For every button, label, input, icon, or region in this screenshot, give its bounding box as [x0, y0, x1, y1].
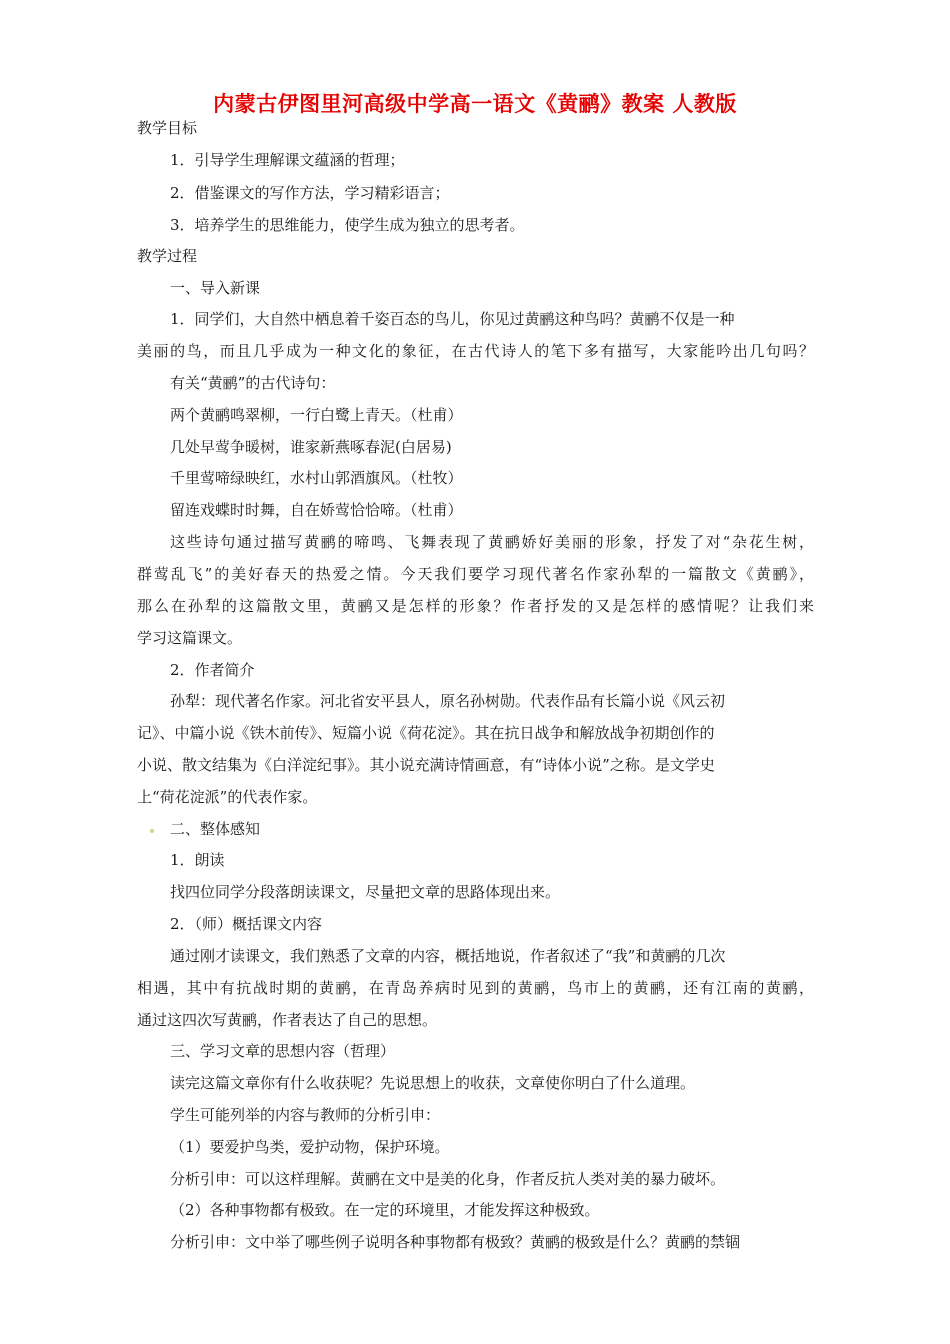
paragraph-line: 上“荷花淀派”的代表作家。: [137, 788, 318, 806]
paragraph-line: （2）各种事物都有极致。在一定的环境里，才能发挥这种极致。: [170, 1201, 600, 1219]
section-heading: 教学过程: [137, 247, 198, 265]
section-heading: 教学目标: [137, 119, 198, 137]
paragraph-line: 2．（师）概括课文内容: [170, 915, 323, 933]
subsection-heading: 三、学习文章的思想内容（哲理）: [170, 1042, 396, 1060]
paragraph-line: 有关“黄鹂”的古代诗句：: [170, 374, 336, 392]
subsection-heading: 一、导入新课: [170, 279, 261, 297]
paragraph-line: 分析引申：可以这样理解。黄鹂在文中是美的化身，作者反抗人类对美的暴力破坏。: [170, 1170, 726, 1188]
paragraph-line: 孙犁：现代著名作家。河北省安平县人，原名孙树勋。代表作品有长篇小说《风云初: [170, 692, 726, 710]
subsection-heading: 二、整体感知: [170, 820, 261, 838]
paragraph-line: 1．同学们，大自然中栖息着千姿百态的鸟儿，你见过黄鹂这种鸟吗？黄鹂不仅是一种: [170, 310, 735, 328]
paragraph-line: 通过这四次写黄鹂，作者表达了自己的思想。: [137, 1011, 438, 1029]
speck-mark: [150, 829, 154, 833]
paragraph-line: 学生可能列举的内容与教师的分析引申：: [170, 1106, 441, 1124]
paragraph-line: 记》、中篇小说《铁木前传》、短篇小说《荷花淀》。其在抗日战争和解放战争初期创作的: [137, 724, 715, 742]
paragraph-line: 小说、散文结集为《白洋淀纪事》。其小说充满诗情画意，有“诗体小说”之称。是文学史: [137, 756, 715, 774]
subsection-heading: 2．作者简介: [170, 661, 255, 679]
poem-line: 几处早莺争暖树，谁家新燕啄春泥(白居易): [170, 438, 452, 456]
paragraph-line: 找四位同学分段落朗读课文，尽量把文章的思路体现出来。: [170, 883, 561, 901]
paragraph-line: 分析引申：文中举了哪些例子说明各种事物都有极致？黄鹂的极致是什么？黄鹂的禁锢: [170, 1233, 741, 1251]
paragraph-line: 1．朗读: [170, 851, 225, 869]
poem-line: 两个黄鹂鸣翠柳，一行白鹭上青天。（杜甫）: [170, 406, 463, 424]
paragraph-line: （1）要爱护鸟类，爱护动物，保护环境。: [170, 1138, 450, 1156]
paragraph-line: 美丽的鸟，而且几乎成为一种文化的象征，在古代诗人的笔下多有描写，大家能吟出几句吗？: [137, 342, 814, 360]
paragraph-line: 那么在孙犁的这篇散文里，黄鹂又是怎样的形象？作者抒发的又是怎样的感情呢？让我们来: [137, 597, 814, 615]
paragraph-line: 相遇，其中有抗战时期的黄鹂，在青岛养病时见到的黄鹂，鸟市上的黄鹂，还有江南的黄鹂，: [137, 979, 814, 997]
paragraph-line: 读完这篇文章你有什么收获呢？先说思想上的收获，文章使你明白了什么道理。: [170, 1074, 696, 1092]
paragraph-line: 通过刚才读课文，我们熟悉了文章的内容，概括地说，作者叙述了“我”和黄鹂的几次: [170, 947, 726, 965]
paragraph-line: 群莺乱飞”的美好春天的热爱之情。今天我们要学习现代著名作家孙犁的一篇散文《黄鹂》，: [137, 565, 814, 583]
paragraph-line: 2．借鉴课文的写作方法，学习精彩语言；: [170, 184, 450, 202]
document-title: 内蒙古伊图里河高级中学高一语文《黄鹂》教案 人教版: [213, 92, 737, 116]
paragraph-line: 这些诗句通过描写黄鹂的啼鸣、飞舞表现了黄鹂娇好美丽的形象，抒发了对“杂花生树，: [170, 533, 814, 551]
poem-line: 留连戏蝶时时舞，自在娇莺恰恰啼。（杜甫）: [170, 501, 463, 519]
paragraph-line: 学习这篇课文。: [137, 629, 243, 647]
paragraph-line: 1．引导学生理解课文蕴涵的哲理；: [170, 151, 405, 169]
paragraph-line: 3．培养学生的思维能力，使学生成为独立的思考者。: [170, 216, 525, 234]
poem-line: 千里莺啼绿映红，水村山郭酒旗风。（杜牧）: [170, 469, 463, 487]
